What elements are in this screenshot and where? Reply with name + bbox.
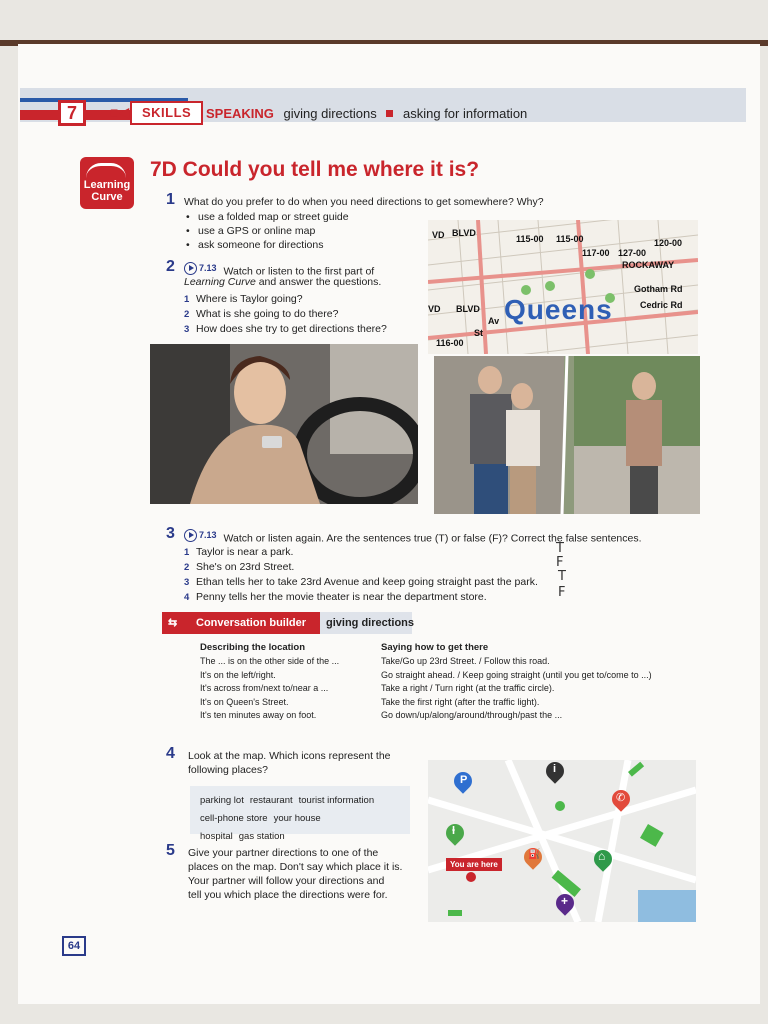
list-item: Go down/up/along/around/through/past the ... [381,710,563,721]
list-item: It's ten minutes away on foot. [200,710,317,721]
exercise-1-options [186,210,349,252]
list-item: 1 Where is Taylor going? [184,293,303,305]
skills-label: SKILLS [130,101,203,125]
exercise-2-number: 2 [166,258,175,275]
unit-number: 7 [58,100,86,126]
exercise-5-number: 5 [166,842,175,859]
exercise-4-number: 4 [166,745,175,762]
list-item: Take the first right (after the traffic light). [381,696,540,707]
play-icon [184,262,197,275]
exercise-2-questions [184,292,387,337]
list-item: • use a folded map or street guide [186,210,349,224]
list-item: Take/Go up 23rd Street. / Follow this road. [381,656,550,666]
list-item: 2 What is she going to do there? [184,308,339,320]
list-item: The ... is on the other side of the ... [200,656,340,666]
exercise-3-number: 3 [166,525,175,542]
queens-district-label: Queens [504,294,613,325]
conversation-builder-topic: giving directions [326,617,415,629]
topic-asking-information: asking for information [403,106,528,121]
speaking-label: SPEAKING [206,106,274,121]
exercise-1-question: What do you prefer to do when you need directions to get somewhere? Why? [184,196,544,208]
handwritten-answer: T [558,569,566,584]
arrows-icon: ⇆ [168,617,178,629]
exercise-5-text: Give your partner directions to one of the places on the map. Don't say which place it is. Your partner will follow your directions and tell you which place the directions were for. [188,847,403,901]
list-item: Go straight ahead. / Keep going straight (until you get to/come to ...) [381,669,652,680]
header-topics [206,106,527,121]
list-item: 4 Penny tells her the movie theater is near the department store. [184,591,487,603]
exercise-3-instruction: 7.13 Watch or listen again. Are the sentences true (T) or false (F)? Correct the false sentences. [184,528,642,546]
you-are-here-label: You are here [446,858,502,871]
page-number: 64 [62,936,86,956]
column-heading-location: Describing the location [200,642,306,653]
list-item: It's across from/next to/near a ... [200,683,329,694]
city-map-with-icons: P i ✆ ƚ ⛽ ⌂ + You are here [428,760,696,922]
exercise-2-instruction-2: Learning Curve and answer the questions. [184,276,382,288]
handwritten-answer: F [558,585,566,600]
lesson-title: 7D Could you tell me where it is? [150,158,480,181]
list-item: Take a right / Turn right (at the traffic circle). [381,683,555,694]
exercise-4-instruction-1: Look at the map. Which icons represent the [188,750,391,762]
handwritten-answer: F [556,555,564,570]
list-item: 3 How does she try to get directions there? [184,323,387,335]
exercise-4-instruction-2: following places? [188,764,268,776]
list-item: 2 She's on 23rd Street. [184,561,295,573]
list-item: It's on the left/right. [200,669,276,680]
audio-play-button[interactable]: 7.13 [184,528,217,542]
list-item: • ask someone for directions [186,238,349,252]
queens-street-map: VD BLVD ROCKAWAY Gotham Rd Cedric Rd VD BLVD Av St 116-00 115-00 117-00 115-00 120-00 127-00 Queens [428,220,698,354]
audio-play-button[interactable]: 7.13 [184,261,217,275]
handwritten-answer: T [556,541,564,556]
exercise-1-number: 1 [166,191,175,208]
separator-square-icon [386,110,393,117]
exercise-2-instruction: 7.13 Watch or listen to the first part of [184,261,374,279]
photo-three-people-street [434,356,700,514]
list-item: It's on Queen's Street. [200,696,289,707]
word-box: parking lot restaurant tourist information cell-phone store your house hospital gas station [190,786,410,834]
learning-curve-logo: Learning Curve [80,157,134,209]
topic-giving-directions: giving directions [283,106,377,121]
video-camera-icon: ■◀ [110,104,130,120]
exercise-3-sentences [184,545,538,605]
photo-woman-driving [150,344,418,504]
direction-phrases [381,655,652,723]
list-item: 3 Ethan tells her to take 23rd Avenue and keep going straight past the park. [184,576,538,588]
column-heading-directions: Saying how to get there [381,642,489,653]
play-icon [184,529,197,542]
location-marker-icon [466,872,476,882]
list-item: • use a GPS or online map [186,224,349,238]
conversation-builder-label: Conversation builder [162,612,320,634]
list-item: 1 Taylor is near a park. [184,546,294,558]
location-phrases [200,655,339,723]
